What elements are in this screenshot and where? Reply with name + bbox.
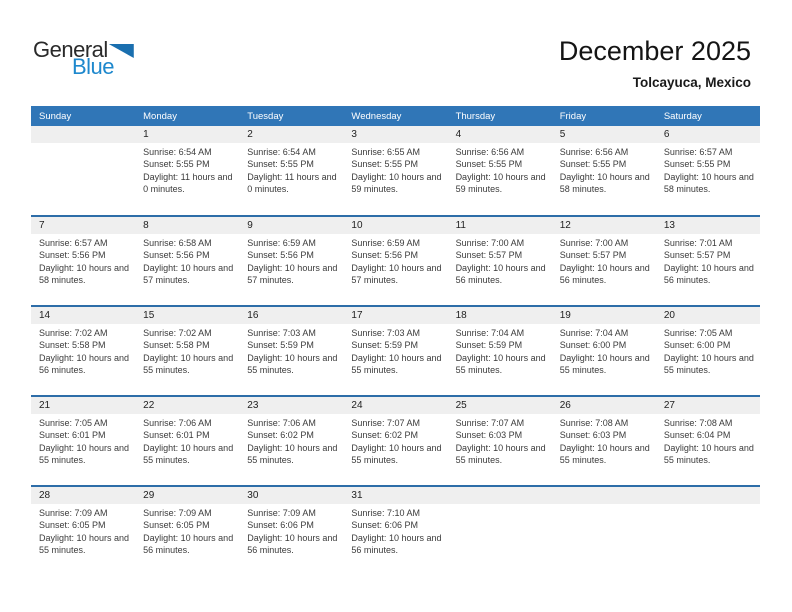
sunset-text: Sunset: 6:03 PM — [559, 430, 627, 441]
day-cell — [239, 486, 343, 576]
page-subtitle: Tolcayuca, Mexico — [632, 75, 751, 90]
day-details — [239, 234, 343, 287]
day-number — [552, 487, 656, 504]
sunset-text: Sunset: 5:55 PM — [663, 159, 731, 170]
day-details — [239, 143, 343, 196]
day-details — [135, 504, 239, 557]
calendar-table — [31, 106, 760, 576]
day-details — [448, 414, 552, 467]
day-number: 17 — [343, 307, 447, 324]
title-block — [559, 36, 751, 90]
day-number: 9 — [239, 217, 343, 234]
sunrise-text: Sunrise: 7:07 AM — [351, 418, 420, 428]
day-details — [135, 234, 239, 287]
day-cell — [343, 306, 447, 396]
day-details — [448, 234, 552, 287]
day-cell — [135, 306, 239, 396]
day-cell — [448, 396, 552, 486]
sunset-text: Sunset: 5:56 PM — [143, 250, 210, 261]
sunrise-text: Sunrise: 6:54 AM — [143, 147, 212, 157]
daylight-text: Daylight: 10 hours and 56 minutes. — [351, 532, 442, 556]
sunrise-text: Sunrise: 7:06 AM — [143, 418, 212, 428]
sunrise-text: Sunrise: 7:08 AM — [663, 418, 733, 428]
daylight-text: Daylight: 10 hours and 59 minutes. — [351, 171, 442, 195]
day-details — [448, 324, 552, 377]
day-cell — [135, 486, 239, 576]
sunset-text: Sunset: 6:01 PM — [39, 430, 106, 441]
sunrise-text: Sunrise: 7:04 AM — [455, 328, 525, 338]
sunset-text: Sunset: 5:57 PM — [455, 250, 523, 261]
daylight-text: Daylight: 10 hours and 57 minutes. — [351, 262, 442, 286]
day-details — [656, 414, 760, 467]
daylight-text: Daylight: 10 hours and 59 minutes. — [455, 171, 546, 195]
day-number: 3 — [343, 126, 447, 143]
sunrise-text: Sunrise: 7:03 AM — [247, 328, 316, 338]
week-row — [31, 216, 760, 306]
day-details — [343, 504, 447, 557]
day-cell — [31, 306, 135, 396]
day-details — [135, 414, 239, 467]
day-details — [552, 234, 656, 287]
day-details — [552, 414, 656, 467]
sunrise-text: Sunrise: 7:06 AM — [247, 418, 316, 428]
day-number: 13 — [656, 217, 760, 234]
daylight-text: Daylight: 10 hours and 56 minutes. — [39, 352, 130, 376]
day-number: 18 — [448, 307, 552, 324]
sunset-text: Sunset: 6:02 PM — [351, 430, 418, 441]
sunrise-text: Sunrise: 7:02 AM — [39, 328, 108, 338]
day-number — [31, 126, 135, 143]
daylight-text: Daylight: 10 hours and 55 minutes. — [39, 532, 130, 556]
day-details — [239, 414, 343, 467]
daylight-text: Daylight: 11 hours and 0 minutes. — [247, 171, 337, 195]
day-cell — [343, 216, 447, 306]
sunset-text: Sunset: 5:58 PM — [143, 340, 210, 351]
general-blue-logo — [33, 37, 134, 79]
daylight-text: Daylight: 10 hours and 57 minutes. — [247, 262, 338, 286]
weekday-header: Wednesday — [343, 106, 447, 126]
day-details — [343, 143, 447, 196]
sunset-text: Sunset: 5:55 PM — [351, 159, 418, 170]
sunset-text: Sunset: 5:56 PM — [247, 250, 314, 261]
sunrise-text: Sunrise: 7:03 AM — [351, 328, 420, 338]
daylight-text: Daylight: 10 hours and 55 minutes. — [247, 352, 338, 376]
day-cell — [135, 216, 239, 306]
daylight-text: Daylight: 10 hours and 55 minutes. — [559, 352, 650, 376]
sunrise-text: Sunrise: 7:00 AM — [559, 238, 629, 248]
sunset-text: Sunset: 5:57 PM — [663, 250, 731, 261]
day-cell — [239, 216, 343, 306]
week-row — [31, 306, 760, 396]
day-cell — [448, 486, 552, 576]
sunrise-text: Sunrise: 7:09 AM — [39, 508, 108, 518]
sunset-text: Sunset: 5:56 PM — [351, 250, 418, 261]
day-number: 20 — [656, 307, 760, 324]
day-number: 2 — [239, 126, 343, 143]
day-cell — [656, 306, 760, 396]
day-number: 5 — [552, 126, 656, 143]
daylight-text: Daylight: 10 hours and 58 minutes. — [39, 262, 130, 286]
sunrise-text: Sunrise: 7:07 AM — [455, 418, 525, 428]
sunset-text: Sunset: 6:03 PM — [455, 430, 523, 441]
sunrise-text: Sunrise: 7:01 AM — [663, 238, 733, 248]
sunset-text: Sunset: 6:04 PM — [663, 430, 731, 441]
sunset-text: Sunset: 5:56 PM — [39, 250, 106, 261]
sunrise-text: Sunrise: 6:59 AM — [351, 238, 420, 248]
week-row — [31, 486, 760, 576]
daylight-text: Daylight: 10 hours and 55 minutes. — [39, 442, 130, 466]
day-cell — [135, 126, 239, 216]
day-details — [31, 504, 135, 557]
sunset-text: Sunset: 6:06 PM — [247, 520, 314, 531]
day-details — [552, 143, 656, 196]
day-cell — [135, 396, 239, 486]
day-number: 26 — [552, 397, 656, 414]
day-cell — [31, 396, 135, 486]
sunrise-text: Sunrise: 6:56 AM — [559, 147, 629, 157]
day-number: 4 — [448, 126, 552, 143]
daylight-text: Daylight: 10 hours and 55 minutes. — [559, 442, 650, 466]
sunrise-text: Sunrise: 7:09 AM — [143, 508, 212, 518]
sunrise-text: Sunrise: 6:57 AM — [39, 238, 108, 248]
day-number: 29 — [135, 487, 239, 504]
sunset-text: Sunset: 5:57 PM — [559, 250, 627, 261]
day-details — [31, 414, 135, 467]
sunrise-text: Sunrise: 7:10 AM — [351, 508, 420, 518]
day-cell — [343, 396, 447, 486]
day-cell — [31, 216, 135, 306]
day-details — [656, 234, 760, 287]
day-details — [552, 324, 656, 377]
day-number — [656, 487, 760, 504]
sunset-text: Sunset: 5:55 PM — [247, 159, 314, 170]
day-details — [343, 324, 447, 377]
sunrise-text: Sunrise: 6:58 AM — [143, 238, 212, 248]
day-cell — [448, 306, 552, 396]
day-number: 6 — [656, 126, 760, 143]
logo-text-blue: Blue — [72, 54, 115, 79]
day-number: 30 — [239, 487, 343, 504]
weekday-header: Thursday — [448, 106, 552, 126]
daylight-text: Daylight: 10 hours and 56 minutes. — [663, 262, 754, 286]
daylight-text: Daylight: 10 hours and 55 minutes. — [663, 352, 754, 376]
sunset-text: Sunset: 6:00 PM — [663, 340, 731, 351]
daylight-text: Daylight: 10 hours and 58 minutes. — [663, 171, 754, 195]
sunset-text: Sunset: 5:59 PM — [351, 340, 418, 351]
weekday-header: Monday — [135, 106, 239, 126]
day-cell — [656, 396, 760, 486]
daylight-text: Daylight: 10 hours and 56 minutes. — [247, 532, 338, 556]
daylight-text: Daylight: 10 hours and 55 minutes. — [143, 352, 234, 376]
sunset-text: Sunset: 5:59 PM — [247, 340, 314, 351]
sunset-text: Sunset: 6:05 PM — [39, 520, 106, 531]
daylight-text: Daylight: 10 hours and 55 minutes. — [455, 352, 546, 376]
page-title: December 2025 — [558, 36, 751, 66]
daylight-text: Daylight: 10 hours and 56 minutes. — [559, 262, 650, 286]
sunset-text: Sunset: 6:06 PM — [351, 520, 418, 531]
day-number: 8 — [135, 217, 239, 234]
day-cell — [343, 486, 447, 576]
day-number: 7 — [31, 217, 135, 234]
day-cell — [552, 486, 656, 576]
day-cell — [239, 306, 343, 396]
day-details — [239, 324, 343, 377]
day-cell — [448, 126, 552, 216]
day-details — [31, 234, 135, 287]
day-number: 21 — [31, 397, 135, 414]
day-details — [343, 414, 447, 467]
day-cell — [656, 486, 760, 576]
day-cell — [31, 486, 135, 576]
daylight-text: Daylight: 10 hours and 55 minutes. — [351, 442, 442, 466]
sunset-text: Sunset: 5:55 PM — [559, 159, 627, 170]
sunset-text: Sunset: 5:55 PM — [143, 159, 210, 170]
sunset-text: Sunset: 6:05 PM — [143, 520, 210, 531]
sunrise-text: Sunrise: 6:55 AM — [351, 147, 420, 157]
sunrise-text: Sunrise: 7:09 AM — [247, 508, 316, 518]
day-cell — [552, 126, 656, 216]
day-number: 1 — [135, 126, 239, 143]
daylight-text: Daylight: 10 hours and 55 minutes. — [351, 352, 442, 376]
sunset-text: Sunset: 6:00 PM — [559, 340, 627, 351]
day-details — [656, 324, 760, 377]
day-cell — [552, 306, 656, 396]
day-number: 23 — [239, 397, 343, 414]
daylight-text: Daylight: 10 hours and 56 minutes. — [455, 262, 546, 286]
sunset-text: Sunset: 6:01 PM — [143, 430, 210, 441]
day-number: 16 — [239, 307, 343, 324]
sunrise-text: Sunrise: 7:05 AM — [39, 418, 108, 428]
daylight-text: Daylight: 10 hours and 55 minutes. — [143, 442, 234, 466]
daylight-text: Daylight: 10 hours and 55 minutes. — [663, 442, 754, 466]
sunset-text: Sunset: 6:02 PM — [247, 430, 314, 441]
day-cell — [239, 396, 343, 486]
daylight-text: Daylight: 10 hours and 58 minutes. — [559, 171, 650, 195]
day-details — [343, 234, 447, 287]
day-number: 11 — [448, 217, 552, 234]
day-cell — [448, 216, 552, 306]
day-number: 22 — [135, 397, 239, 414]
day-cell — [343, 126, 447, 216]
sunrise-text: Sunrise: 7:02 AM — [143, 328, 212, 338]
day-number: 19 — [552, 307, 656, 324]
day-number: 15 — [135, 307, 239, 324]
logo-text-general: General — [33, 37, 108, 62]
day-cell — [552, 396, 656, 486]
day-details — [239, 504, 343, 557]
day-cell — [656, 126, 760, 216]
daylight-text: Daylight: 10 hours and 55 minutes. — [247, 442, 338, 466]
weekday-header: Tuesday — [239, 106, 343, 126]
day-details — [135, 143, 239, 196]
daylight-text: Daylight: 10 hours and 55 minutes. — [455, 442, 546, 466]
day-number — [448, 487, 552, 504]
sunrise-text: Sunrise: 6:54 AM — [247, 147, 316, 157]
sunrise-text: Sunrise: 7:05 AM — [663, 328, 733, 338]
day-number: 27 — [656, 397, 760, 414]
day-details — [656, 143, 760, 196]
week-row — [31, 396, 760, 486]
day-number: 14 — [31, 307, 135, 324]
sunset-text: Sunset: 5:59 PM — [455, 340, 523, 351]
day-number: 31 — [343, 487, 447, 504]
day-details — [448, 143, 552, 196]
week-row — [31, 126, 760, 216]
sunset-text: Sunset: 5:58 PM — [39, 340, 106, 351]
sunrise-text: Sunrise: 7:08 AM — [559, 418, 629, 428]
daylight-text: Daylight: 10 hours and 56 minutes. — [143, 532, 234, 556]
day-cell — [656, 216, 760, 306]
day-details — [31, 324, 135, 377]
sunset-text: Sunset: 5:55 PM — [455, 159, 523, 170]
day-number: 12 — [552, 217, 656, 234]
day-cell — [552, 216, 656, 306]
sunrise-text: Sunrise: 7:04 AM — [559, 328, 629, 338]
day-number: 28 — [31, 487, 135, 504]
sunrise-text: Sunrise: 6:56 AM — [455, 147, 525, 157]
day-cell — [31, 126, 135, 216]
sunrise-text: Sunrise: 6:59 AM — [247, 238, 316, 248]
weekday-header: Friday — [552, 106, 656, 126]
sunrise-text: Sunrise: 7:00 AM — [455, 238, 525, 248]
weekday-header: Saturday — [656, 106, 760, 126]
day-details — [135, 324, 239, 377]
day-number: 10 — [343, 217, 447, 234]
day-number: 25 — [448, 397, 552, 414]
daylight-text: Daylight: 10 hours and 57 minutes. — [143, 262, 234, 286]
weekday-header-row — [31, 106, 760, 126]
daylight-text: Daylight: 11 hours and 0 minutes. — [143, 171, 233, 195]
sunrise-text: Sunrise: 6:57 AM — [663, 147, 733, 157]
day-cell — [239, 126, 343, 216]
day-number: 24 — [343, 397, 447, 414]
weekday-header: Sunday — [31, 106, 135, 126]
